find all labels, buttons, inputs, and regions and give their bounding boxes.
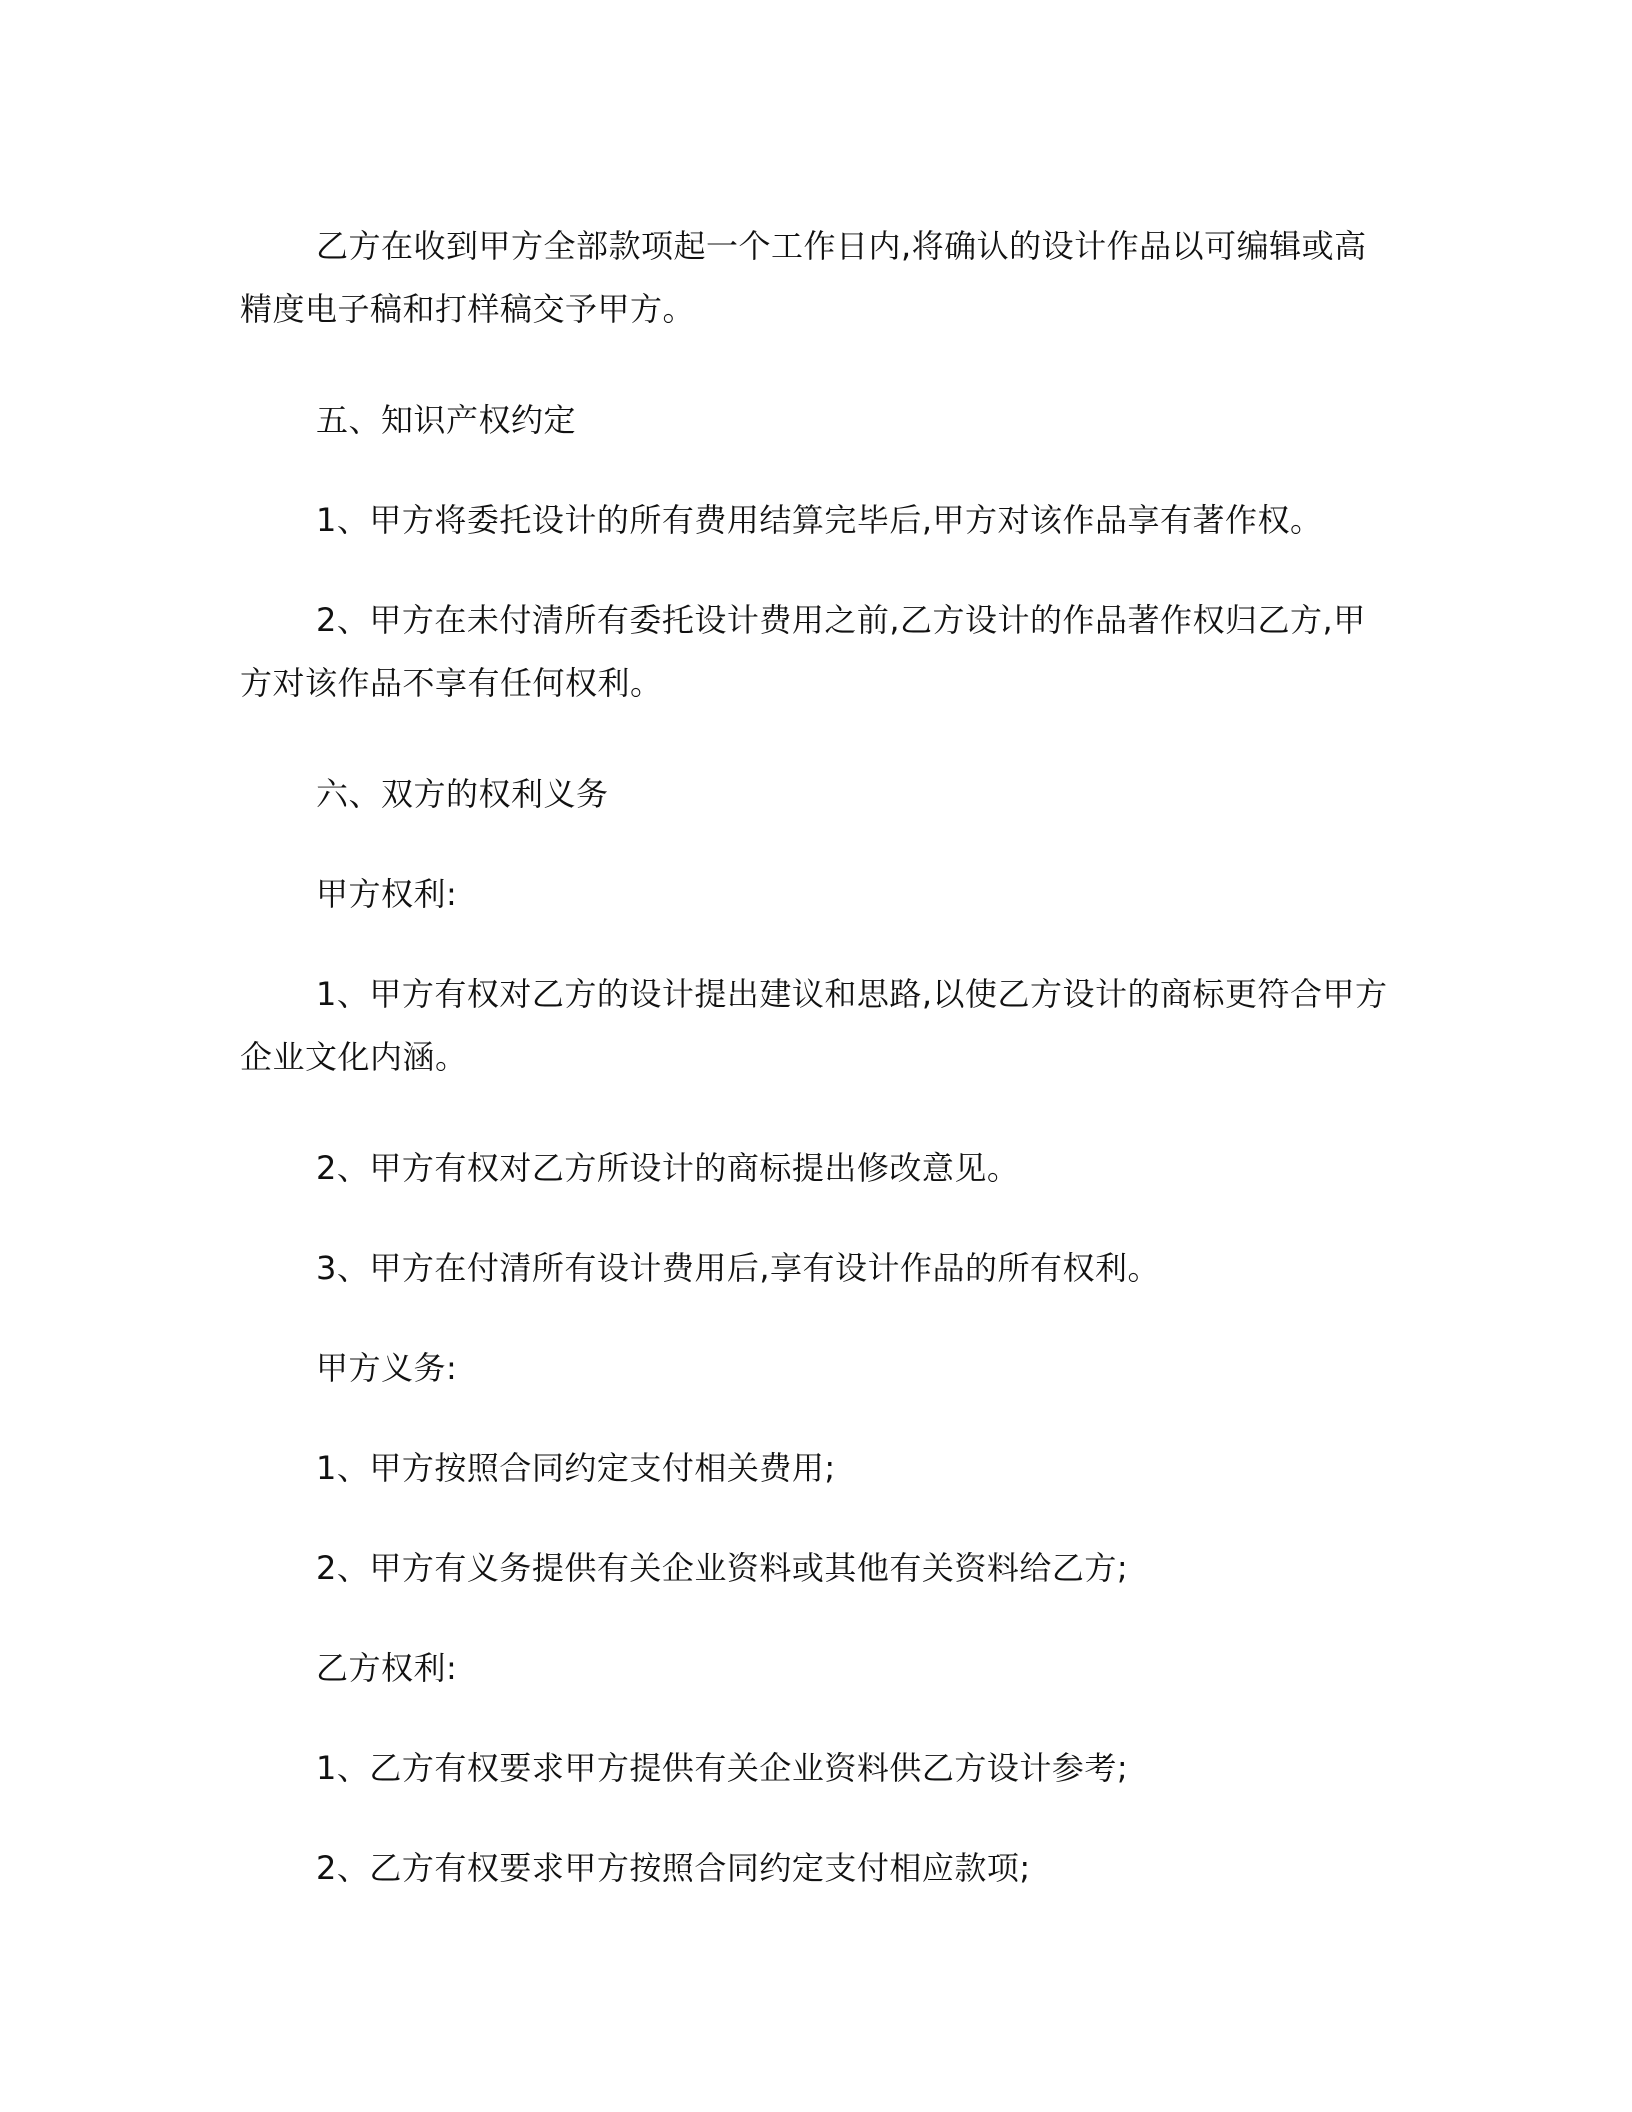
paragraph-party-a-right-1: 1、甲方有权对乙方的设计提出建议和思路,以使乙方设计的商标更符合甲方企业文化内涵。	[240, 975, 1388, 1076]
paragraph-delivery: 乙方在收到甲方全部款项起一个工作日内,将确认的设计作品以可编辑或高精度电子稿和打样稿交予甲方。	[240, 227, 1367, 328]
paragraph-party-b-right-2: 2、乙方有权要求甲方按照合同约定支付相应款项;	[316, 1849, 1031, 1887]
paragraph-ip-2: 2、甲方在未付清所有委托设计费用之前,乙方设计的作品著作权归乙方,甲方对该作品不享有任何权利。	[240, 601, 1366, 702]
paragraph-party-a-right-2: 2、甲方有权对乙方所设计的商标提出修改意见。	[316, 1149, 1020, 1187]
section-heading-ip: 五、知识产权约定	[316, 401, 577, 439]
document-body	[240, 215, 1388, 1900]
subheading-party-a-rights: 甲方权利:	[316, 875, 458, 913]
paragraph-party-a-duty-1: 1、甲方按照合同约定支付相关费用;	[316, 1449, 836, 1487]
paragraph-party-a-duty-2: 2、甲方有义务提供有关企业资料或其他有关资料给乙方;	[316, 1549, 1129, 1587]
subheading-party-b-rights: 乙方权利:	[316, 1649, 458, 1687]
paragraph-ip-1: 1、甲方将委托设计的所有费用结算完毕后,甲方对该作品享有著作权。	[316, 501, 1323, 539]
paragraph-party-a-right-3: 3、甲方在付清所有设计费用后,享有设计作品的所有权利。	[316, 1249, 1161, 1287]
subheading-party-a-duties: 甲方义务:	[316, 1349, 458, 1387]
section-heading-rights-duties: 六、双方的权利义务	[316, 775, 609, 813]
paragraph-party-b-right-1: 1、乙方有权要求甲方提供有关企业资料供乙方设计参考;	[316, 1749, 1129, 1787]
